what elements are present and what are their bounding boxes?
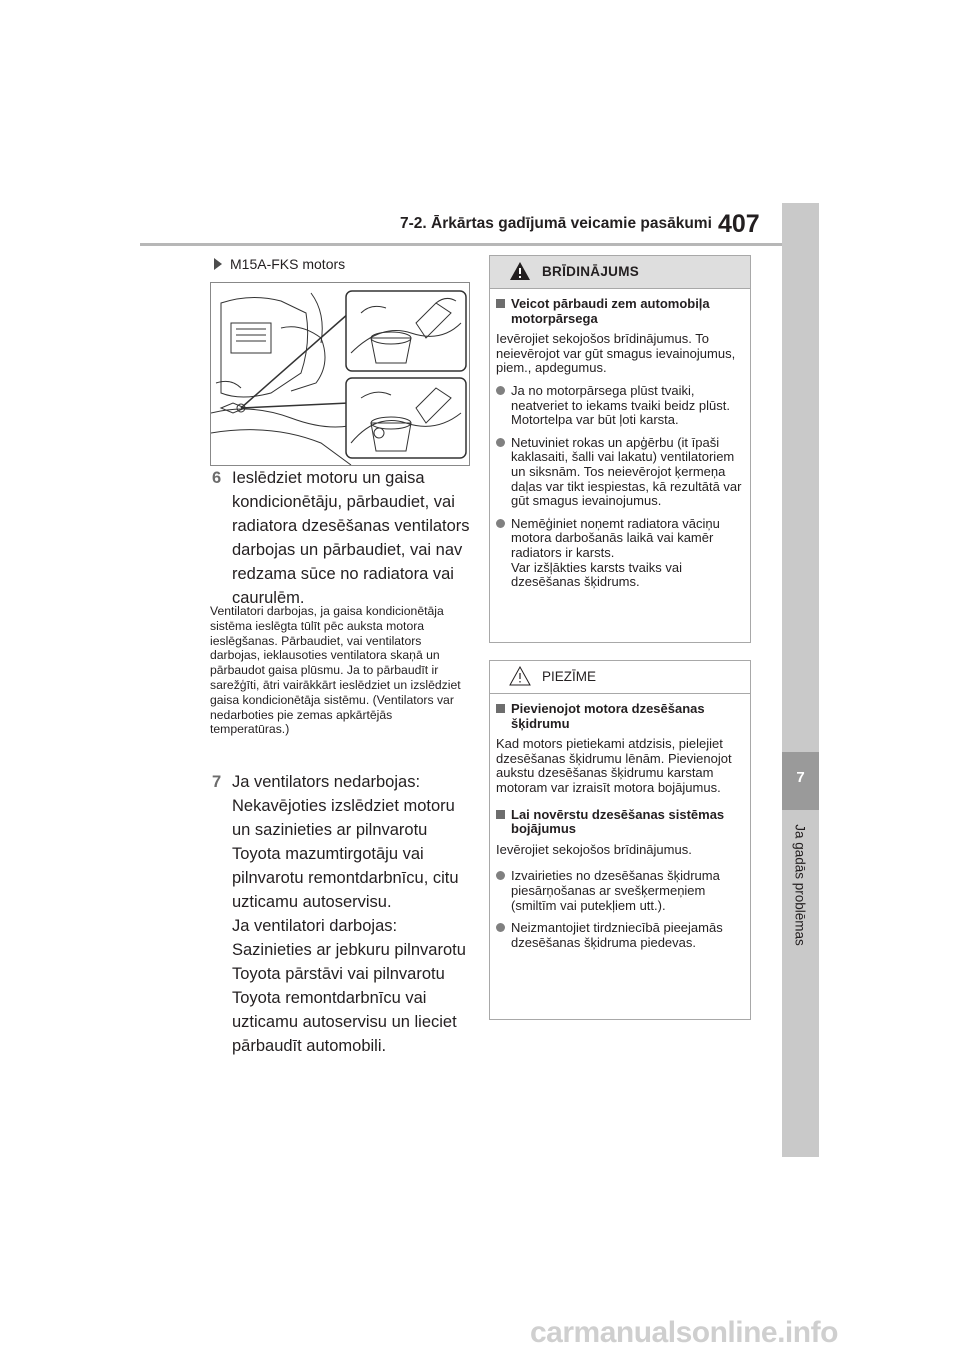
notice-triangle-icon bbox=[509, 666, 531, 686]
chapter-number: 7 bbox=[796, 769, 805, 786]
square-bullet-icon bbox=[496, 299, 505, 308]
step-6-number: 6 bbox=[212, 469, 222, 487]
warning-title: BRĪDINĀJUMS bbox=[542, 264, 640, 279]
round-bullet-icon bbox=[496, 871, 505, 880]
step-6-note: Ventilatori darbojas, ja gaisa kondicionētāja sistēma ieslēgta tūlīt pēc auksta motora ieslēgšanas. Pārbaudiet, vai ventilators darbojas, ieklausoties ventilatora skaņā un pārbaudot gaisa plūsmu. Ja to pārbaudīt ir sarežģīti, ātri vairākkārt ieslēdziet un izslēdziet gaisa kondicionētāja sistēmu. (Ventilators var nedarboties pie zemas apkārtējās temperatūras.) bbox=[210, 604, 461, 737]
step-7-number: 7 bbox=[212, 773, 222, 791]
step-7-line1: Ja ventilators nedarbojas: bbox=[232, 773, 421, 791]
step-7-line4: Sazinieties ar jebkuru pilnvarotu Toyota pārstāvi vai pilnvarotu Toyota remontdarbnīcu vai uzticamu autoservisu un lieciet pārbaudīt automobili. bbox=[232, 941, 466, 1055]
watermark: carmanualsonline.info bbox=[530, 1316, 838, 1349]
step-7-line2: Nekavējoties izslēdziet motoru un sazinieties ar pilnvarotu Toyota mazumtirgotāju vai pilnvarotu remontdarbnīcu, citu uzticamu autoservisu. bbox=[232, 797, 459, 911]
round-bullet-icon bbox=[496, 519, 505, 528]
warning-bullet-text: Nemēģiniet noņemt radiatora vāciņu motora darbošanās laikā vai kamēr radiators ir karsts. bbox=[511, 515, 720, 560]
header-divider bbox=[140, 243, 782, 246]
notice-bullet bbox=[496, 921, 743, 950]
warning-intro: Ievērojiet sekojošos brīdinājumus. To neievērojot var gūt smagus ievainojumus, piem., apdegumus. bbox=[496, 331, 736, 376]
warning-header bbox=[490, 256, 750, 289]
warning-section-title: Veicot pārbaudi zem automobiļa motorpārsega bbox=[511, 296, 710, 326]
step-6 bbox=[212, 466, 474, 610]
warning-bullet bbox=[496, 384, 743, 428]
notice-section-1-title: Pievienojot motora dzesēšanas šķidrumu bbox=[511, 701, 705, 731]
square-bullet-icon bbox=[496, 704, 505, 713]
notice-bullet-text: Izvairieties no dzesēšanas šķidruma piesārņošanas ar svešķermeņiem (smiltīm vai putekļiem utt.). bbox=[511, 868, 720, 913]
notice-header bbox=[490, 661, 750, 694]
section-title: 7-2. Ārkārtas gadījumā veicamie pasākumi bbox=[400, 215, 712, 232]
notice-bullet bbox=[496, 869, 743, 913]
notice-section-2-title: Lai novērstu dzesēšanas sistēmas bojājumus bbox=[511, 806, 725, 837]
chapter-side-tab bbox=[782, 203, 819, 1157]
chapter-title: Ja gadās problēmas bbox=[792, 824, 808, 946]
notice-section-1-text: Kad motors pietiekami atdzisis, pielejiet dzesēšanas šķidrumu lēnām. Pievienojot aukstu dzesēšanas šķidrumu karstam motoram var izraisīt motora bojājumus. bbox=[496, 736, 732, 795]
round-bullet-icon bbox=[496, 923, 505, 932]
engine-bay-illustration-icon bbox=[211, 283, 469, 465]
page-number: 407 bbox=[718, 210, 760, 238]
notice-bullet-text: Neizmantojiet tirdzniecībā pieejamās dzesēšanas šķidruma piedevas. bbox=[511, 920, 723, 950]
notice-section-2-text: Ievērojiet sekojošos brīdinājumus. bbox=[496, 841, 692, 857]
warning-box bbox=[489, 255, 751, 643]
warning-bullet bbox=[496, 517, 743, 590]
notice-title: PIEZĪME bbox=[542, 669, 597, 684]
notice-box bbox=[489, 660, 751, 1020]
square-bullet-icon bbox=[496, 810, 505, 819]
round-bullet-icon bbox=[496, 386, 505, 395]
engine-variant-text: M15A-FKS motors bbox=[230, 256, 346, 272]
warning-bullet-text-continued: Var izšļākties karsts tvaiks vai dzesēšanas šķidrums. bbox=[511, 559, 682, 590]
warning-bullet-text: Netuviniet rokas un apģērbu (it īpaši kaklasaiti, šalli vai lakatu) ventilatoriem un siksnām. Tos neievērojot ķermeņa daļas var tikt iespiestas, kā rezultātā var gūt smagus ievainojumus. bbox=[511, 434, 742, 509]
step-6-text: Ieslēdziet motoru un gaisa kondicionētāju, pārbaudiet, vai radiatora dzesēšanas ventilators darbojas un pārbaudiet, vai nav redzama sūce no radiatora vai caurulēm. bbox=[232, 469, 470, 607]
warning-bullet bbox=[496, 436, 743, 509]
engine-bay-figure bbox=[210, 282, 470, 466]
engine-variant-label bbox=[214, 256, 345, 272]
notice-section-1-heading bbox=[496, 702, 743, 731]
round-bullet-icon bbox=[496, 438, 505, 447]
warning-triangle-icon bbox=[509, 261, 531, 281]
triangle-bullet-icon bbox=[214, 258, 222, 270]
warning-section-heading bbox=[496, 297, 743, 326]
step-7 bbox=[212, 770, 474, 1058]
warning-bullet-text: Ja no motorpārsega plūst tvaiki, neatveriet to iekams tvaiki beidz plūst. Motortelpa var būt ļoti karsta. bbox=[511, 382, 730, 428]
step-7-line3: Ja ventilatori darbojas: bbox=[232, 917, 398, 935]
notice-section-2-heading bbox=[496, 808, 743, 837]
